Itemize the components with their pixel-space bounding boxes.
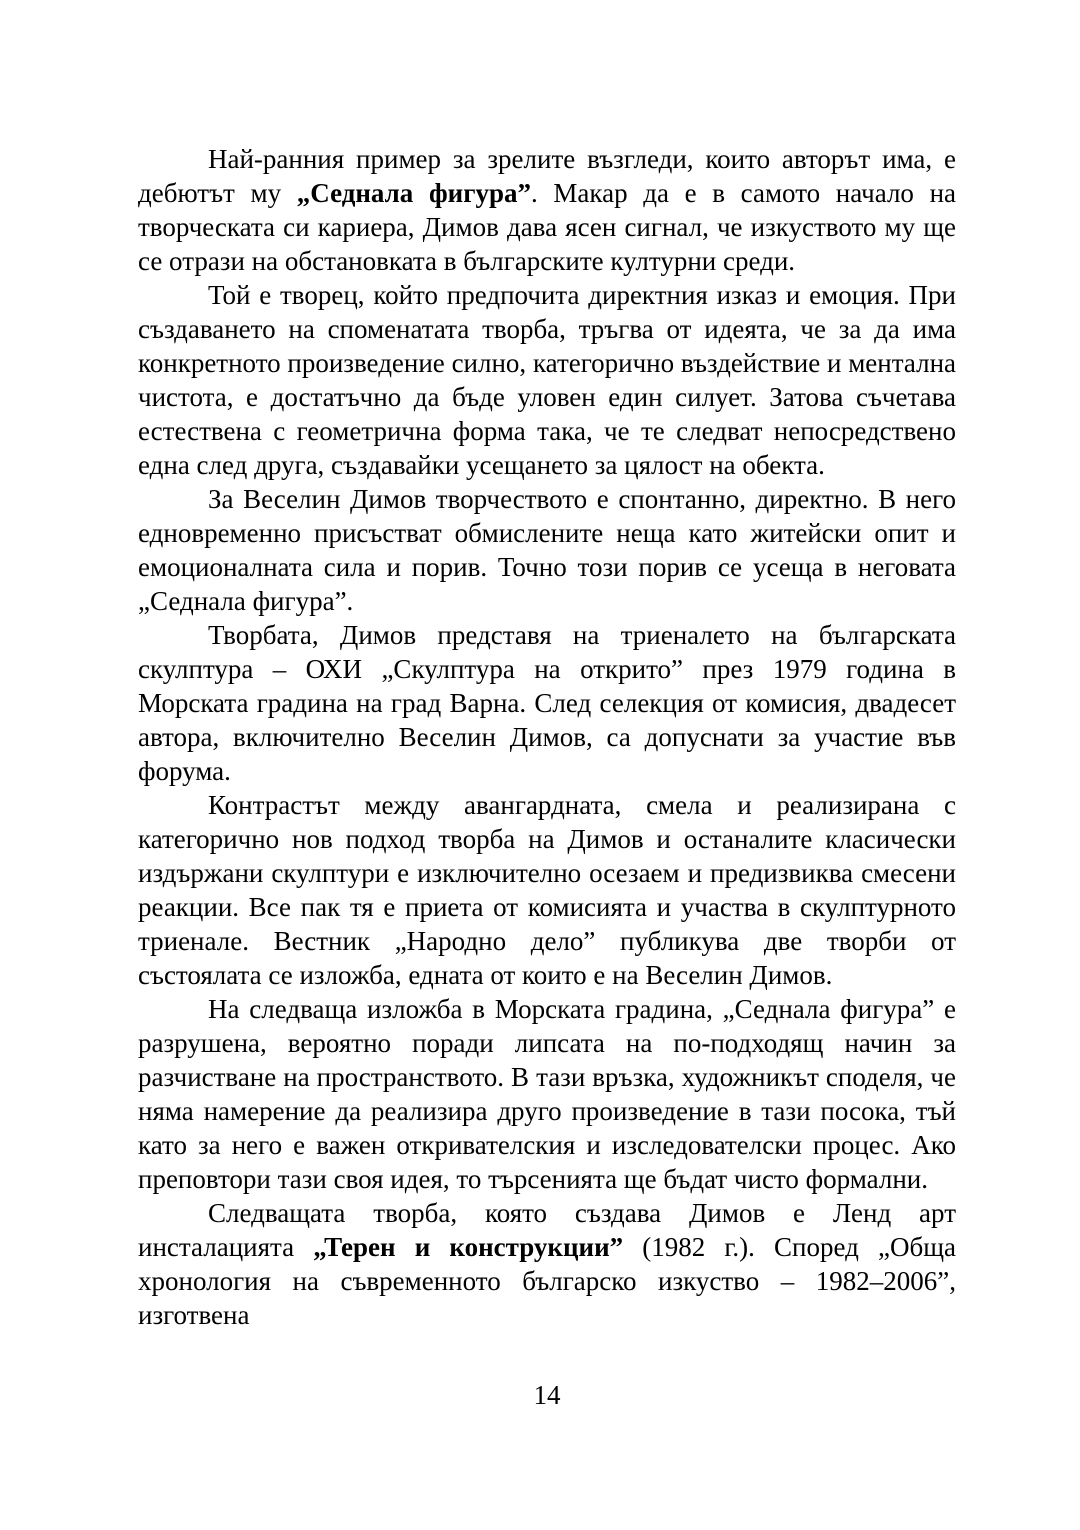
paragraph [138, 788, 956, 992]
text-segment: На следваща изложба в Морската градина, „Седнала фигура” е разрушена, вероятно поради липсата на по-подходящ начин за разчистване на пространството. В тази връзка, художникът споделя, че няма намерение да реализира друго произведение в тази посока, тъй като за него е важен откривателския и изследователски процес. Ако преповтори тази своя идея, то търсенията ще бъдат чисто формални. [138, 994, 956, 1194]
paragraph [138, 618, 956, 788]
page-number: 14 [533, 1380, 561, 1410]
bold-text-segment: „Терен и конструкции” [313, 1232, 624, 1262]
text-segment: (1982 г.). Според „Обща хронология на съвременното българско изкуство – 1982–2006”, изготвена [138, 1232, 956, 1330]
text-segment: Контрастът между авангардната, смела и реализирана с категорично нов подход творба на Димов и останалите класически издържани скулптури е изключително осезаем и предизвиква смесени реакции. Все пак тя е приета от комисията и участва в скулптурното триенале. Вестник „Народно дело” публикува две творби от състоялата се изложба, едната от които е на Веселин Димов. [138, 790, 956, 990]
paragraph [138, 278, 956, 482]
paragraph [138, 482, 956, 618]
text-segment: . Макар да е в самото начало на творческата си кариера, Димов дава ясен сигнал, че изкуството му ще се отрази на обстановката в българските културни среди. [138, 178, 957, 276]
paragraph [138, 1196, 956, 1332]
text-segment: Най-ранния пример за зрелите възгледи, които авторът има, е дебютът му [138, 144, 956, 208]
text-segment: За Веселин Димов творчеството е спонтанно, директно. В него едновременно присъстват обмислените неща като житейски опит и емоционалната сила и порив. Точно този порив се усеща в неговата „Седнала фигура”. [138, 484, 956, 616]
text-segment: Творбата, Димов представя на триеналето на българската скулптура – ОХИ „Скулптура на открито” през 1979 година в Морската градина на град Варна. След селекция от комисия, двадесет автора, включително Веселин Димов, са допуснати за участие във форума. [138, 620, 956, 786]
page-text [138, 142, 956, 1332]
text-segment: Той е творец, който предпочита директния изказ и емоция. При създаването на споменатата творба, тръгва от идеята, че за да има конкретното произведение силно, категорично въздействие и ментална чистота, е достатъчно да бъде уловен един силует. Затова съчетава естествена с геометрична форма така, че те следват непосредствено една след друга, създавайки усещането за цялост на обекта. [138, 280, 956, 480]
paragraph [138, 992, 956, 1196]
paragraph [138, 142, 956, 278]
text-segment: Следващата творба, която създава Димов е Ленд арт инсталацията [138, 1198, 956, 1262]
bold-text-segment: „Седнала фигура” [296, 178, 531, 208]
